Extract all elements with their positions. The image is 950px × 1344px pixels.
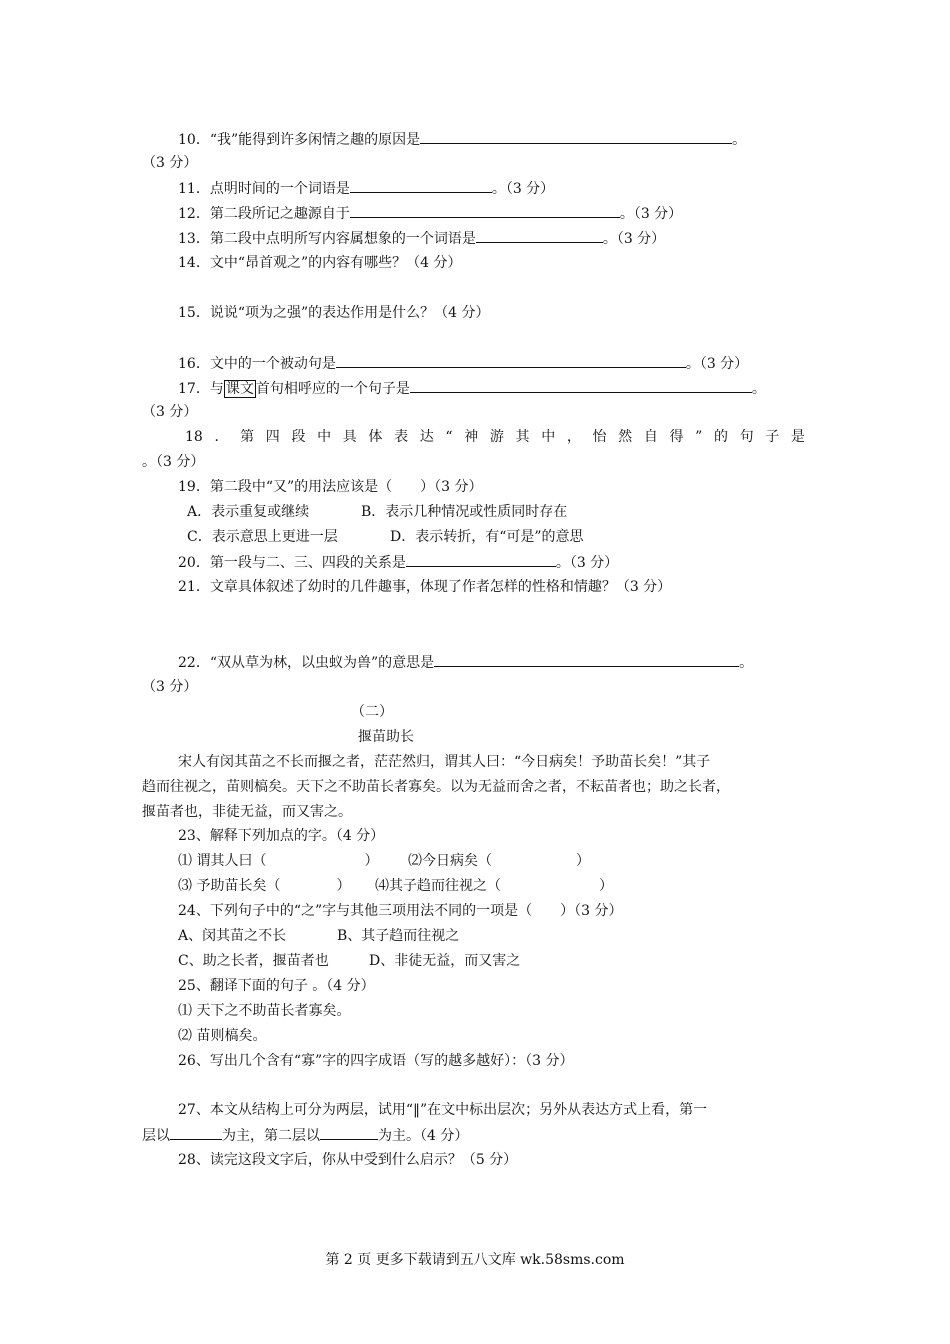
question-17: 17．与 课文 首句相呼应的一个句子是 。 <box>178 378 766 399</box>
question-14: 14．文中“昂首观之”的内容有哪些？（4 分） <box>178 255 462 271</box>
answer-blank[interactable] <box>350 203 620 218</box>
answer-blank[interactable] <box>434 652 739 667</box>
page-footer: 第 2 页 更多下载请到五八文库 wk.58sms.com <box>325 1252 625 1268</box>
question-20: 20．第一段与二、三、四段的关系是 。（3 分） <box>178 552 618 573</box>
question-11: 11．点明时间的一个词语是 。（3 分） <box>178 178 554 199</box>
option-c: C、助之长者，揠苗者也 <box>178 953 329 969</box>
option-d: D、非徒无益，而又害之 <box>369 953 521 969</box>
question-19: 19．第二段中“又”的用法应该是（ ）（3 分） <box>178 479 483 495</box>
option-a: A．表示重复或继续 <box>187 504 310 520</box>
answer-blank[interactable] <box>410 378 752 393</box>
q25-item-1: ⑴ 天下之不助苗长者寡矣。 <box>178 1003 351 1019</box>
option-b: B、其子趋而往视之 <box>337 928 460 944</box>
question-22: 22．“双从草为林，以虫蚁为兽”的意思是 。 <box>178 652 753 673</box>
passage-line: 趋而往视之，苗则槁矣。天下之不助苗长者寡矣。以为无益而舍之者，不耘苗者也；助之长者， <box>142 779 730 795</box>
q23-item-1: ⑴ 谓其人曰（ ） <box>178 853 379 869</box>
q23-item-4: ⑷其子趋而往视之（ ） <box>375 878 613 894</box>
question-18-score: 。（3 分） <box>142 454 205 470</box>
question-10-score: （3 分） <box>142 155 198 171</box>
question-23: 23、解释下列加点的字。（4 分） <box>178 828 385 844</box>
passage-line: 揠苗者也，非徒无益，而又害之。 <box>142 804 352 820</box>
q25-item-2: ⑵ 苗则槁矣。 <box>178 1028 267 1044</box>
answer-blank[interactable] <box>420 129 732 144</box>
answer-blank[interactable] <box>170 1125 222 1140</box>
q23-item-2: ⑵今日病矣（ ） <box>408 853 590 869</box>
question-12: 12．第二段所记之趣源自于 。（3 分） <box>178 203 682 224</box>
question-22-score: （3 分） <box>142 679 198 695</box>
option-a: A、闵其苗之不长 <box>178 928 287 944</box>
question-18: 18 ． 第 四 段 中 具 体 表 达 “ 神 游 其 中 ， 怡 然 自 得 ” 的 句 子 是 <box>185 429 805 445</box>
answer-blank[interactable] <box>406 552 556 567</box>
question-27: 27、本文从结构上可分为两层，试用“‖”在文中标出层次；另外从表达方式上看，第一 <box>178 1102 708 1118</box>
boxed-word: 课文 <box>225 381 254 397</box>
option-b: B．表示几种情况或性质同时存在 <box>361 504 568 520</box>
section-heading: （二） <box>351 704 393 720</box>
question-27-cont: 层以 为主，第二层以 为主。（4 分） <box>142 1125 468 1146</box>
question-10: 10．“我”能得到许多闲情之趣的原因是 。 <box>178 129 746 150</box>
option-d: D．表示转折，有“可是”的意思 <box>390 529 584 545</box>
question-13: 13．第二段中点明所写内容属想象的一个词语是 。（3 分） <box>178 228 665 249</box>
passage-title: 揠苗助长 <box>358 729 414 745</box>
question-15: 15．说说“项为之强”的表达作用是什么？（4 分） <box>178 305 490 321</box>
question-24: 24、下列句子中的“之”字与其他三项用法不同的一项是（ ）（3 分） <box>178 903 623 919</box>
question-28: 28、读完这段文字后，你从中受到什么启示？（5 分） <box>178 1152 518 1168</box>
question-17-score: （3 分） <box>142 404 198 420</box>
answer-blank[interactable] <box>336 353 686 368</box>
question-21: 21．文章具体叙述了幼时的几件趣事，体现了作者怎样的性格和情趣？（3 分） <box>178 579 672 595</box>
answer-blank[interactable] <box>350 178 492 193</box>
q23-item-3: ⑶ 予助苗长矣（ ） <box>178 878 351 894</box>
option-c: C．表示意思上更进一层 <box>187 529 338 545</box>
passage-line: 宋人有闵其苗之不长而揠之者，茫茫然归，谓其人曰：“今日病矣！予助苗长矣！”其子 <box>178 754 711 770</box>
question-26: 26、写出几个含有“寡”字的四字成语（写的越多越好）：（3 分） <box>178 1053 574 1069</box>
question-16: 16．文中的一个被动句是 。（3 分） <box>178 353 748 374</box>
answer-blank[interactable] <box>320 1125 378 1140</box>
question-25: 25、翻译下面的句子 。（4 分） <box>178 978 375 994</box>
answer-blank[interactable] <box>476 228 603 243</box>
